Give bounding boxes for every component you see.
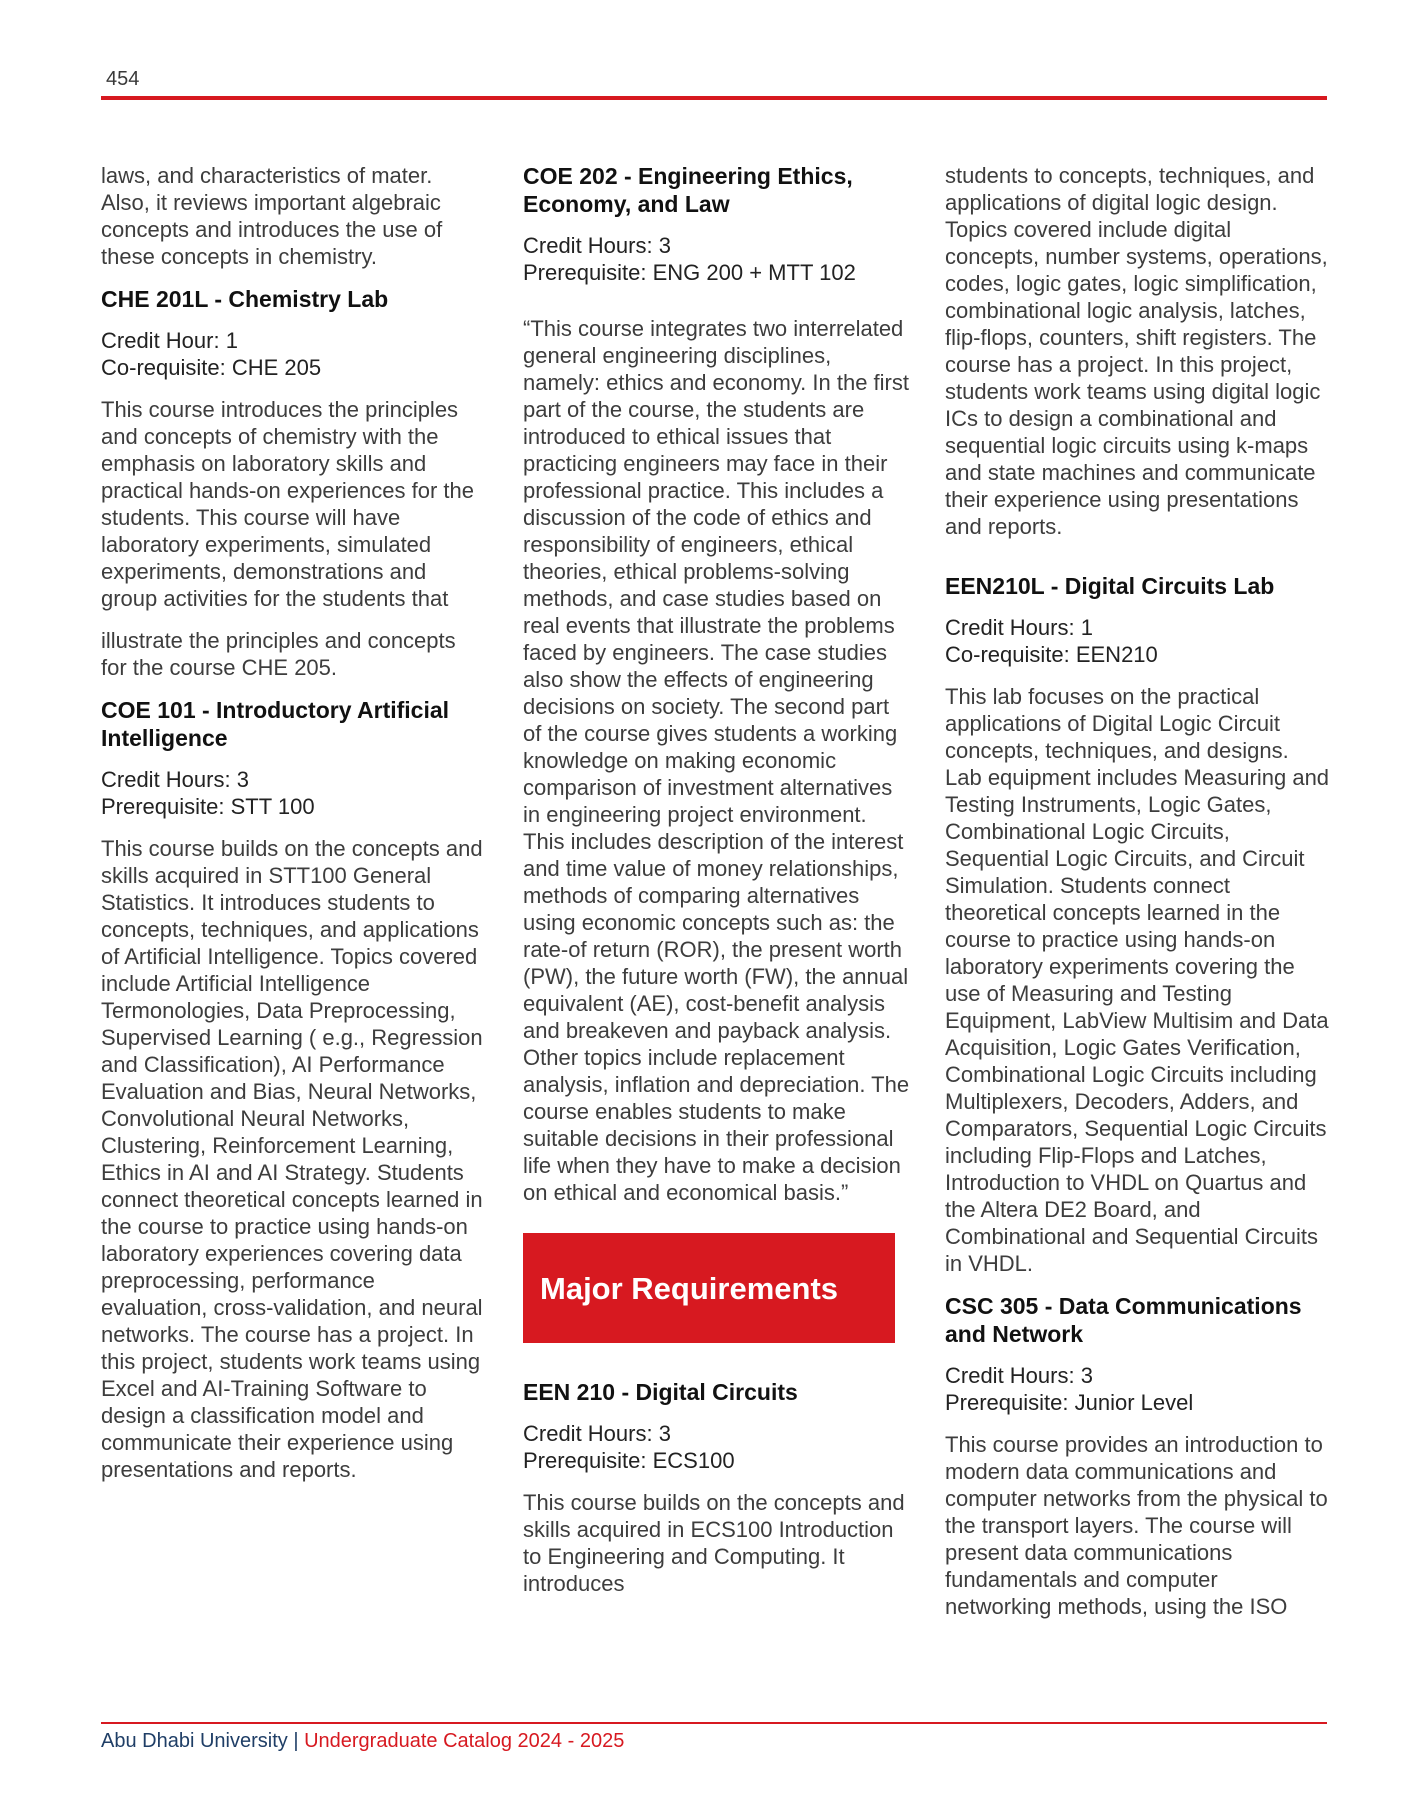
course-title-coe101: COE 101 - Introductory Artificial Intelligence: [101, 697, 450, 751]
course-description: This course builds on the concepts and skills acquired in ECS100 Introduction to Engineering and Computing. It introduces: [523, 1490, 905, 1596]
course-title-een210l: EEN210L - Digital Circuits Lab: [945, 573, 1275, 599]
section-banner-label: Major Requirements: [540, 1270, 839, 1306]
column-right: [945, 162, 1330, 1620]
credit-hours: Credit Hours: 1: [945, 615, 1093, 640]
requisite: Co-requisite: EEN210: [945, 642, 1158, 667]
course-title-coe202: COE 202 - Engineering Ethics, Economy, and Law: [523, 163, 853, 217]
section-banner-major-requirements: [523, 1233, 895, 1343]
top-divider: [101, 96, 1327, 100]
course-title-csc305: CSC 305 - Data Communications and Network: [945, 1293, 1302, 1347]
course-description: This lab focuses on the practical applications of Digital Logic Circuit concepts, techniques, and designs. Lab equipment includes Measuring and Testing Instruments, Logic Gates, Combinational Logic Circuits, Sequential Logic Circuits, and Circuit Simulation. Students connect theoretical concepts learned in the course to practice using hands-on laboratory experiments covering the use of Measuring and Testing Equipment, LabView Multisim and Data Acquisition, Logic Gates Verification, Combinational Logic Circuits including Multiplexers, Decoders, Adders, and Comparators, Sequential Logic Circuits including Flip-Flops and Latches, Introduction to VHDL on Quartus and the Altera DE2 Board, and Combinational and Sequential Circuits in VHDL.: [945, 684, 1330, 1276]
bottom-divider: [101, 1722, 1327, 1724]
footer-catalog-title: Undergraduate Catalog 2024 - 2025: [304, 1730, 625, 1752]
page-number: 454: [106, 68, 140, 90]
credit-hours: Credit Hours: 3: [523, 233, 671, 258]
credit-hours: Credit Hours: 3: [945, 1363, 1093, 1388]
requisite: Prerequisite: Junior Level: [945, 1390, 1194, 1415]
requisite: Prerequisite: ECS100: [523, 1448, 735, 1473]
course-description: This course provides an introduction to modern data communications and computer networks from the physical to the transport layers. The course will present data communications fundamentals and computer networking methods, using the ISO: [945, 1432, 1328, 1619]
credit-hours: Credit Hours: 3: [523, 1421, 671, 1446]
intro-continuation: laws, and characteristics of mater. Also, it reviews important algebraic concepts and introduces the use of these concepts in chemistry.: [101, 163, 443, 269]
footer-university: Abu Dhabi University: [101, 1730, 288, 1752]
course-description: This course introduces the principles and concepts of chemistry with the emphasis on laboratory skills and practical hands-on experiences for the students. This course will have laboratory experiments, simulated experiments, demonstrations and group activities for the students that: [101, 397, 474, 611]
course-title-een210: EEN 210 - Digital Circuits: [523, 1379, 798, 1405]
requisite: Co-requisite: CHE 205: [101, 355, 322, 380]
requisite: Prerequisite: ENG 200 + MTT 102: [523, 260, 856, 285]
een210-description-continuation: students to concepts, techniques, and applications of digital logic design. Topics covered include digital concepts, number systems, operations, codes, logic gates, logic simplification, combinational logic analysis, latches, flip-flops, counters, shift registers. The course has a project. In this project, students work teams using digital logic ICs to design a combinational and sequential logic circuits using k-maps and state machines and communicate their experience using presentations and reports.: [945, 163, 1328, 539]
course-title-che201l: CHE 201L - Chemistry Lab: [101, 286, 389, 312]
requisite: Prerequisite: STT 100: [101, 794, 315, 819]
course-description: “This course integrates two interrelated general engineering disciplines, namely: ethics and economy. In the first part of the course, the students are introduced to ethical issues that practicing engineers may face in their professional practice. This includes a discussion of the code of ethics and responsibility of engineers, ethical theories, ethical problems-solving methods, and case studies based on real events that illustrate the problems faced by engineers. The case studies also show the effects of engineering decisions on society. The second part of the course gives students a working knowledge on making economic comparison of investment alternatives in engineering project environment. This includes description of the interest and time value of money relationships, methods of comparing alternatives using economic concepts such as: the rate-of return (ROR), the present worth (PW), the future worth (FW), the annual equivalent (AE), cost-benefit analysis and breakeven and payback analysis. Other topics include replacement analysis, inflation and depreciation. The course enables students to make suitable decisions in their professional life when they have to make a decision on ethical and economical basis.”: [523, 316, 910, 1205]
course-description: illustrate the principles and concepts for the course CHE 205.: [101, 628, 456, 680]
footer-separator: |: [293, 1730, 299, 1752]
credit-hours: Credit Hour: 1: [101, 328, 238, 353]
footer: [101, 1730, 624, 1753]
column-left: [101, 162, 486, 1483]
column-middle: [523, 162, 913, 1597]
course-description: This course builds on the concepts and skills acquired in STT100 General Statistics. It introduces students to concepts, techniques, and applications of Artificial Intelligence. Topics covered include Artificial Intelligence Termonologies, Data Preprocessing, Supervised Learning ( e.g., Regression and Classification), AI Performance Evaluation and Bias, Neural Networks, Convolutional Neural Networks, Clustering, Reinforcement Learning, Ethics in AI and AI Strategy. Students connect theoretical concepts learned in the course to practice using hands-on laboratory experiences covering data preprocessing, performance evaluation, cross-validation, and neural networks. The course has a project. In this project, students work teams using Excel and AI-Training Software to design a classification model and communicate their experience using presentations and reports.: [101, 836, 483, 1482]
credit-hours: Credit Hours: 3: [101, 767, 249, 792]
